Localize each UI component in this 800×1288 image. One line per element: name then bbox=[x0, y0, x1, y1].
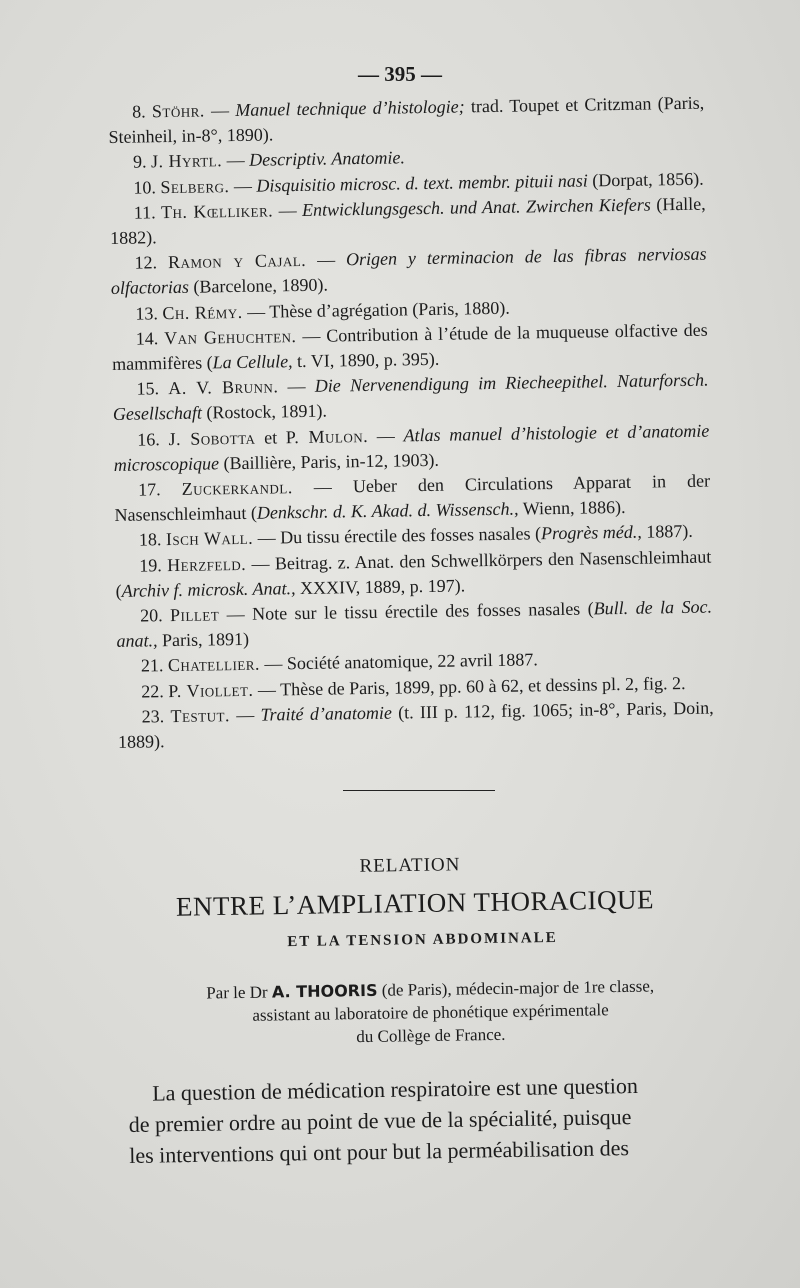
article-kicker: RELATION bbox=[359, 854, 461, 877]
reference-separator: — bbox=[367, 425, 404, 446]
reference-number: 11. bbox=[133, 202, 156, 223]
reference-separator: — bbox=[278, 376, 315, 397]
reference-details: Thèse d’agrégation (Paris, 1880). bbox=[269, 297, 510, 322]
reference-separator: — bbox=[229, 175, 257, 196]
reference-details: (Halle, 1882). bbox=[110, 193, 706, 248]
reference-author: Zuckerkandl. bbox=[181, 477, 293, 499]
reference-number: 21. bbox=[140, 655, 164, 677]
byline-prefix: Par le Dr bbox=[206, 982, 273, 1003]
reference-title: Traité d’anatomie bbox=[260, 702, 393, 725]
reference-details: (Barcelone, 1890). bbox=[188, 274, 329, 298]
byline-line-2: assistant au laboratoire de phonétique expérimentale bbox=[252, 1000, 609, 1025]
reference-details: Contribution à l’étude de la muqueuse olfactive des mammifères ( bbox=[111, 319, 708, 374]
reference-separator: — bbox=[229, 704, 261, 726]
reference-number: 20. bbox=[139, 605, 163, 626]
reference-item bbox=[116, 595, 713, 655]
reference-number: 13. bbox=[135, 302, 159, 324]
reference-number: 19. bbox=[139, 554, 162, 576]
reference-separator: — bbox=[204, 100, 236, 121]
reference-title: Manuel technique d’histologie; bbox=[235, 96, 465, 121]
reference-number: 18. bbox=[138, 529, 162, 551]
byline-line-3: du Collège de France. bbox=[356, 1024, 506, 1047]
section-divider bbox=[343, 790, 495, 791]
reference-number: 22. bbox=[141, 680, 164, 702]
reference-author: Van Gehuchten. bbox=[164, 325, 297, 348]
reference-details: 1887). bbox=[641, 521, 693, 543]
reference-separator: — bbox=[259, 653, 288, 675]
reference-details: Société anatomique, 22 avril 1887. bbox=[286, 649, 538, 674]
reference-title: Denkschr. d. K. Akad. d. Wissensch., bbox=[256, 498, 519, 523]
reference-details: Thèse de Paris, 1899, pp. 60 à 62, et dessins pl. 2, fig. 2. bbox=[279, 672, 686, 700]
reference-author: P. Viollet. bbox=[168, 679, 254, 701]
reference-details: Wienn, 1886). bbox=[518, 497, 626, 519]
reference-author: J. Sobotta bbox=[168, 427, 256, 449]
reference-separator: — bbox=[296, 325, 327, 346]
reference-joiner: et bbox=[255, 426, 286, 448]
reference-separator: — bbox=[242, 301, 270, 322]
article-byline bbox=[150, 974, 711, 1052]
reference-details: (Rostock, 1891). bbox=[201, 401, 328, 423]
reference-title: Bull. de la Soc. anat., bbox=[116, 596, 713, 652]
reference-separator: — bbox=[221, 150, 250, 171]
reference-author: Ch. Rémy. bbox=[162, 301, 243, 323]
reference-number: 14. bbox=[135, 328, 159, 349]
reference-separator: — bbox=[306, 249, 347, 271]
reference-separator: — bbox=[253, 679, 281, 700]
reference-number: 15. bbox=[136, 378, 160, 399]
reference-author: A. V. Brunn. bbox=[168, 376, 279, 399]
reference-item bbox=[108, 91, 705, 151]
reference-details: Paris, 1891) bbox=[157, 629, 250, 651]
reference-title: Entwicklungsgesch. und Anat. Zwirchen Kiefers bbox=[301, 194, 651, 220]
reference-number: 16. bbox=[137, 428, 160, 450]
article-body bbox=[128, 1068, 741, 1171]
reference-title: Descriptiv. Anatomie. bbox=[248, 147, 406, 171]
reference-separator: — bbox=[273, 199, 303, 221]
reference-details: Beitrag. z. Anat. den Schwellkörpers den Nasenschleimhaut ( bbox=[115, 546, 712, 601]
body-line: La question de médication respiratoire est une question bbox=[152, 1072, 639, 1106]
reference-number: 8. bbox=[132, 101, 146, 122]
body-line: de premier ordre au point de vue de la spécialité, puisque bbox=[128, 1104, 632, 1137]
body-line: les interventions qui ont pour but la perméabilisation des bbox=[129, 1135, 630, 1168]
reference-title: Atlas manuel d’histologie et d’anatomie microscopique bbox=[113, 420, 710, 475]
reference-number: 23. bbox=[141, 706, 165, 727]
reference-title: La Cellule, bbox=[212, 351, 293, 373]
reference-details: trad. Toupet et Critzman (Paris, Steinheil, in-8°, 1890). bbox=[108, 92, 705, 148]
reference-details: (Dorpat, 1856). bbox=[587, 168, 704, 191]
reference-details: Du tissu érectile des fosses nasales ( bbox=[279, 523, 542, 548]
reference-author: Ramon y Cajal. bbox=[167, 250, 307, 273]
reference-author: Testut. bbox=[170, 705, 231, 726]
reference-author: Isch Wall. bbox=[165, 528, 254, 550]
reference-number: 17. bbox=[137, 479, 161, 500]
reference-title: Die Nervenendigung im Riecheepithel. Naturforsch. Gesellschaft bbox=[112, 369, 709, 425]
reference-details: Ueber den Circulations Apparat in der Nasenschleimhaut ( bbox=[114, 470, 711, 526]
reference-author: Chatellier. bbox=[167, 654, 261, 676]
reference-list bbox=[108, 91, 714, 756]
reference-details: Note sur le tissu érectile des fosses nasales ( bbox=[251, 598, 594, 624]
reference-separator: — bbox=[292, 476, 354, 498]
reference-item bbox=[112, 368, 709, 428]
reference-separator: — bbox=[219, 603, 253, 625]
reference-separator: — bbox=[246, 553, 276, 574]
reference-author: Th. Kœlliker. bbox=[160, 200, 274, 222]
reference-title: Disquisitio microsc. d. text. membr. pituii nasi bbox=[256, 170, 588, 196]
reference-item bbox=[118, 695, 715, 755]
reference-number: 10. bbox=[133, 176, 157, 198]
author-name: A. THOORIS bbox=[271, 980, 378, 1002]
reference-item bbox=[114, 469, 711, 529]
reference-title: Progrès méd., bbox=[540, 522, 642, 544]
reference-author: Herzfeld. bbox=[166, 553, 247, 575]
reference-details: XXXIV, 1889, p. 197). bbox=[295, 575, 466, 598]
reference-author: Pillet bbox=[169, 604, 220, 626]
reference-details: t. VI, 1890, p. 395). bbox=[292, 348, 440, 372]
reference-number: 9. bbox=[132, 151, 147, 173]
article-title: ENTRE L’AMPLIATION THORACIQUE bbox=[175, 884, 655, 922]
reference-title: Archiv f. microsk. Anat., bbox=[121, 577, 296, 601]
byline-suffix: (de Paris), médecin-major de 1re classe, bbox=[377, 976, 655, 1000]
reference-number: 12. bbox=[134, 252, 158, 273]
page-number: — 395 — bbox=[358, 62, 442, 86]
reference-details: (t. III p. 112, fig. 1065; in-8°, Paris, Doin, 1889). bbox=[117, 697, 714, 752]
reference-author: Selberg. bbox=[160, 175, 230, 197]
reference-separator: — bbox=[252, 527, 281, 549]
reference-details: (Baillière, Paris, in-12, 1903). bbox=[218, 449, 440, 474]
reference-author: J. Hyrtl. bbox=[150, 150, 223, 172]
reference-author: P. Mulon. bbox=[285, 425, 369, 447]
reference-title: Origen y terminacion de las fibras nerviosas olfactorias bbox=[110, 243, 707, 299]
article-subtitle: ET LA TENSION ABDOMINALE bbox=[287, 929, 558, 951]
reference-item bbox=[110, 242, 707, 302]
reference-author: Stöhr. bbox=[151, 100, 205, 122]
